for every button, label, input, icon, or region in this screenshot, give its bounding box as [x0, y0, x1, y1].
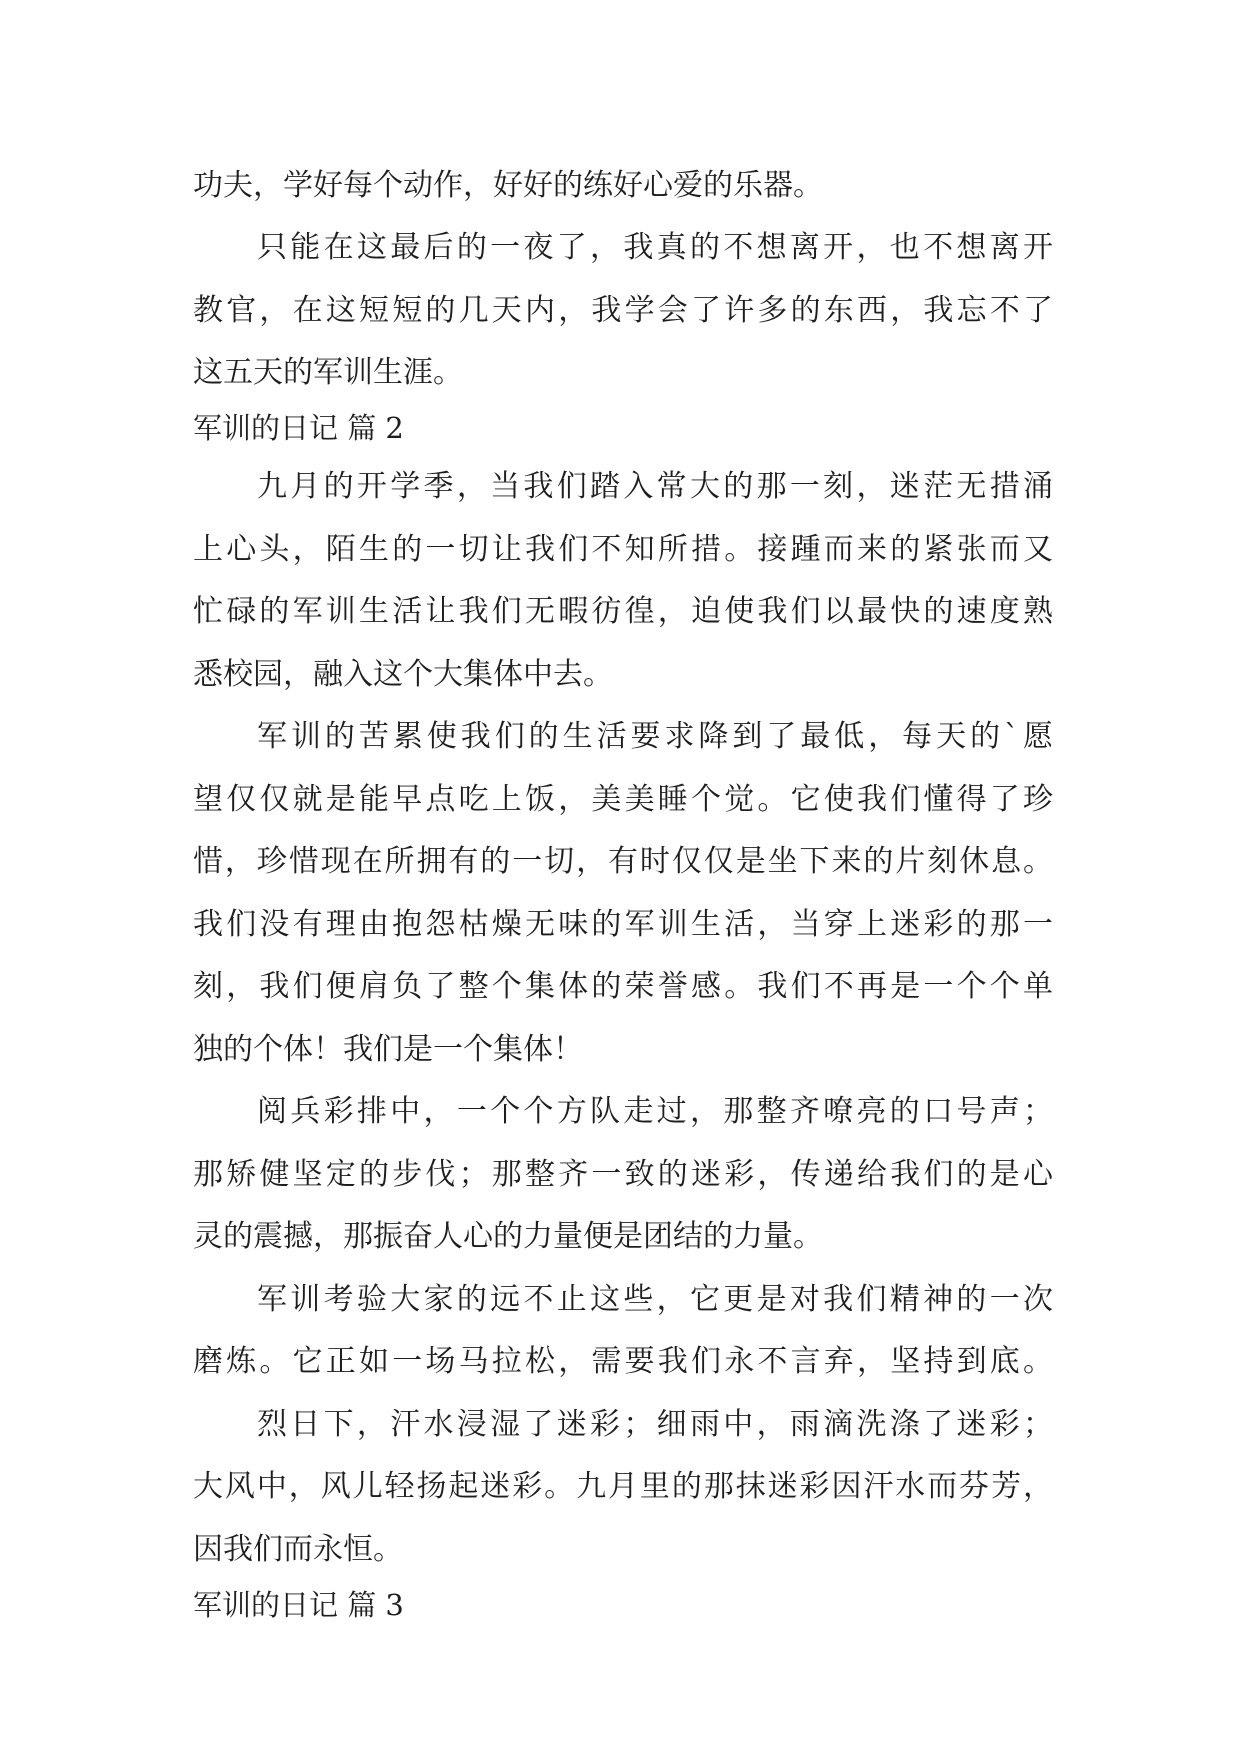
paragraph-line: 望仅仅就是能早点吃上饭，美美睡个觉。它使我们懂得了珍 — [193, 782, 1053, 817]
paragraph-line: 那矫健坚定的步伐；那整齐一致的迷彩，传递给我们的是心 — [193, 1157, 1053, 1192]
paragraph-line: 军训考验大家的远不止这些，它更是对我们精神的一次 — [257, 1282, 1053, 1317]
paragraph-line: 刻，我们便肩负了整个集体的荣誉感。我们不再是一个个单 — [193, 969, 1053, 1004]
paragraph-line: 忙碌的军训生活让我们无暇彷徨，迫使我们以最快的速度熟 — [193, 594, 1053, 629]
paragraph-line: 军训的苦累使我们的生活要求降到了最低，每天的`愿 — [257, 719, 1053, 754]
paragraph-line: 阅兵彩排中，一个个方队走过，那整齐嘹亮的口号声； — [257, 1094, 1053, 1129]
section-heading: 军训的日记 篇 3 — [193, 1588, 404, 1622]
paragraph-line: 悉校园，融入这个大集体中去。 — [193, 657, 613, 692]
paragraph-line: 灵的震撼，那振奋人心的力量便是团结的力量。 — [193, 1219, 823, 1254]
paragraph-line: 上心头，陌生的一切让我们不知所措。接踵而来的紧张而又 — [193, 532, 1053, 567]
paragraph-line: 只能在这最后的一夜了，我真的不想离开，也不想离开 — [257, 230, 1053, 265]
paragraph-line: 我们没有理由抱怨枯燥无味的军训生活，当穿上迷彩的那一 — [193, 907, 1053, 942]
section-heading: 军训的日记 篇 2 — [193, 411, 404, 445]
paragraph-line: 烈日下，汗水浸湿了迷彩；细雨中，雨滴洗涤了迷彩； — [257, 1407, 1053, 1442]
paragraph-line: 功夫，学好每个动作，好好的练好心爱的乐器。 — [193, 168, 823, 203]
paragraph-line: 教官，在这短短的几天内，我学会了许多的东西，我忘不了 — [193, 293, 1053, 328]
paragraph-line: 磨炼。它正如一场马拉松，需要我们永不言弃，坚持到底。 — [193, 1344, 1053, 1379]
paragraph-line: 因我们而永恒。 — [193, 1532, 403, 1567]
paragraph-line: 惜，珍惜现在所拥有的一切，有时仅仅是坐下来的片刻休息。 — [193, 844, 1053, 879]
paragraph-line: 独的个体！我们是一个集体！ — [193, 1032, 583, 1067]
paragraph-line: 大风中，风儿轻扬起迷彩。九月里的那抹迷彩因汗水而芬芳， — [193, 1469, 1053, 1504]
paragraph-line: 九月的开学季，当我们踏入常大的那一刻，迷茫无措涌 — [257, 469, 1053, 504]
paragraph-line: 这五天的军训生涯。 — [193, 355, 463, 390]
